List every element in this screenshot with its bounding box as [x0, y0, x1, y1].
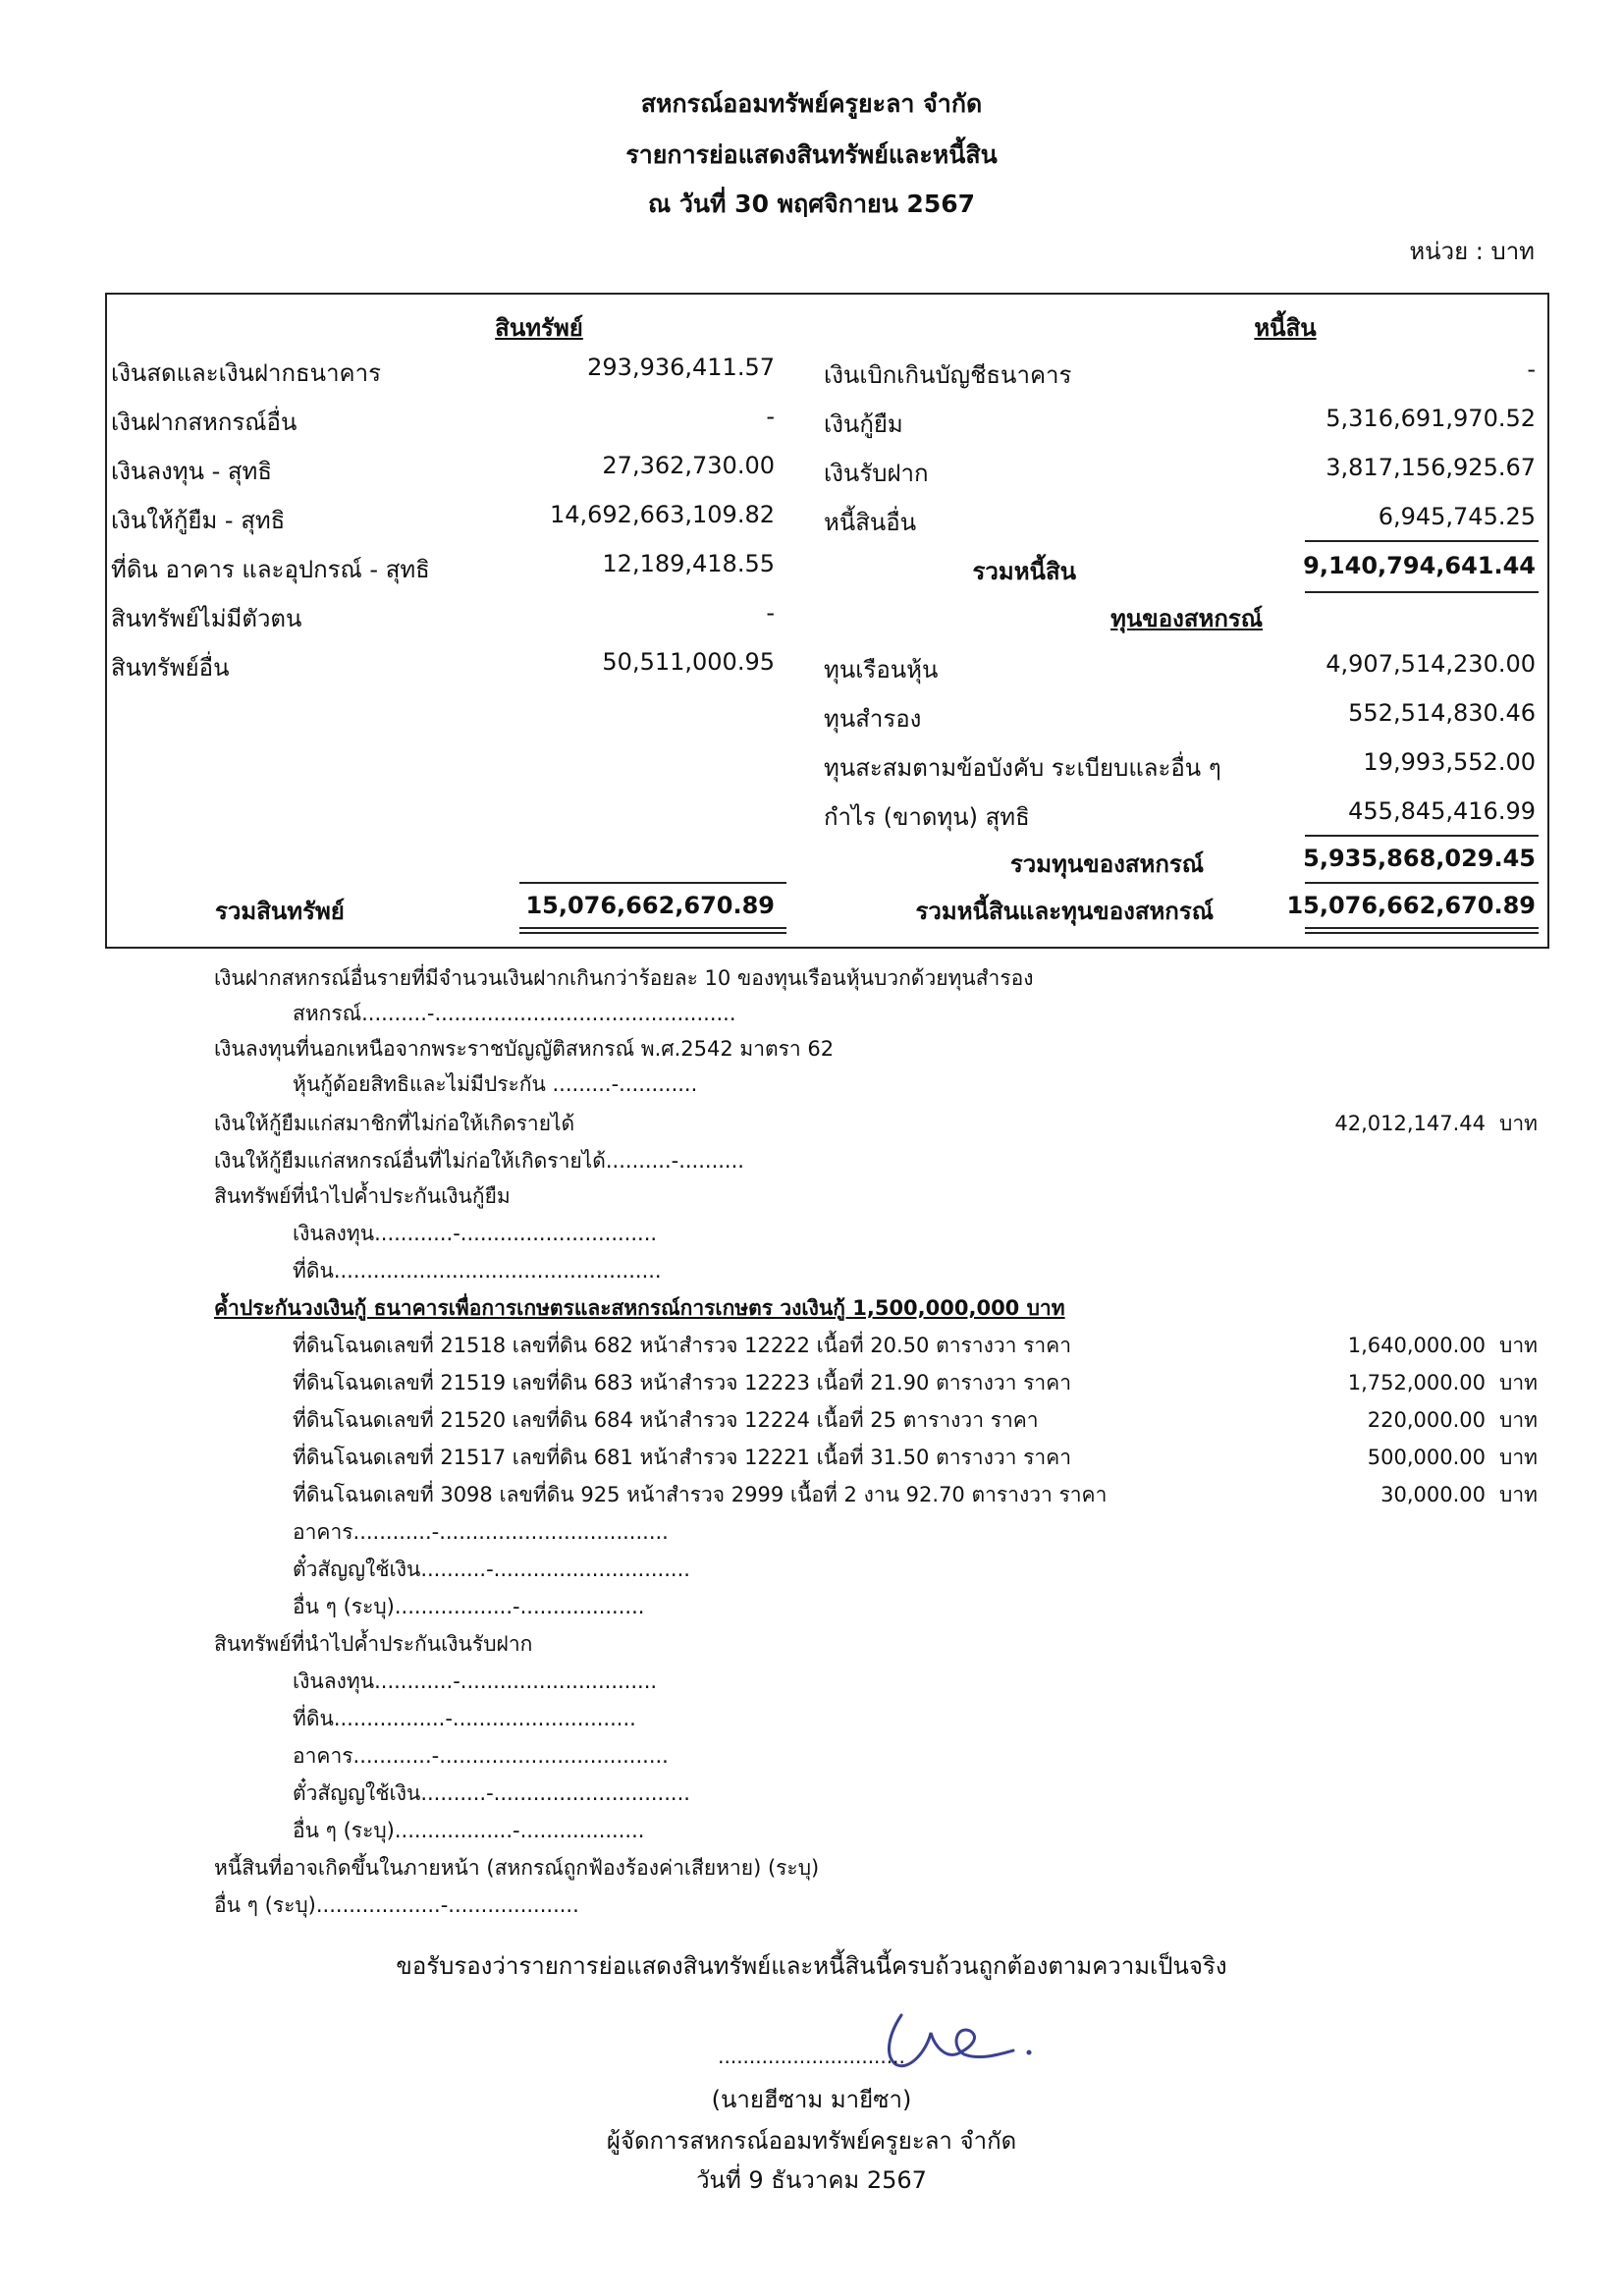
- asset-label: ที่ดิน อาคาร และอุปกรณ์ - สุทธิ: [111, 556, 430, 583]
- total-liabilities-label: รวมหนี้สิน: [972, 558, 1076, 585]
- equity-label: ทุนสำรอง: [824, 705, 922, 733]
- liability-label: เงินเบิกเกินบัญชีธนาคาร: [824, 361, 1072, 389]
- note-line: หุ้นกู้ด้อยสิทธิและไม่มีประกัน .........-............: [293, 1072, 698, 1096]
- certification-statement: ขอรับรองว่ารายการย่อแสดงสินทรัพย์และหนี้สินนี้ครบถ้วนถูกต้องตามความเป็นจริง: [396, 1952, 1227, 1980]
- asset-value: -: [766, 599, 775, 627]
- land-value: 30,000.00 บาท: [1380, 1479, 1538, 1511]
- land-value: 1,752,000.00 บาท: [1348, 1367, 1538, 1399]
- note-line: ตั๋วสัญญใช้เงิน..........-..............................: [293, 1558, 690, 1581]
- note-line: เงินลงทุนที่นอกเหนือจากพระราชบัญญัติสหกรณ์ พ.ศ.2542 มาตรา 62: [214, 1037, 835, 1061]
- equity-label: ทุนเรือนหุ้น: [824, 656, 939, 683]
- as-of-date: ณ วันที่ 30 พฤศจิกายน 2567: [647, 190, 976, 218]
- subtotal-line: [519, 882, 786, 884]
- subtotal-line: [1305, 540, 1539, 542]
- liability-value: 6,945,745.25: [1378, 503, 1536, 530]
- asset-value: 27,362,730.00: [602, 452, 775, 479]
- baht-unit: บาท: [1499, 1371, 1538, 1394]
- total-line: [1305, 591, 1539, 593]
- liability-label: เงินรับฝาก: [824, 460, 929, 487]
- note-line: เงินลงทุน............-..............................: [293, 1222, 658, 1245]
- total-assets-value: 15,076,662,670.89: [525, 892, 775, 919]
- signature-dots: ..............................: [718, 2045, 905, 2068]
- note-line: อื่น ๆ (ระบุ)..................-...................: [293, 1595, 645, 1618]
- note-line: ตั๋วสัญญใช้เงิน..........-..............................: [293, 1781, 690, 1805]
- subtotal-line: [1305, 835, 1539, 837]
- note-line: สินทรัพย์ที่นำไปค้ำประกันเงินกู้ยืม: [214, 1184, 511, 1208]
- asset-label: เงินลงทุน - สุทธิ: [111, 458, 273, 485]
- equity-label: ทุนสะสมตามข้อบังคับ ระเบียบและอื่น ๆ: [824, 754, 1221, 782]
- asset-label: เงินให้กู้ยืม - สุทธิ: [111, 507, 286, 534]
- baht-unit: บาท: [1499, 1112, 1538, 1135]
- note-line: เงินให้กู้ยืมแก่สมาชิกที่ไม่ก่อให้เกิดรายได้: [214, 1112, 575, 1135]
- double-underline: [1305, 927, 1539, 934]
- baht-unit: บาท: [1499, 1334, 1538, 1357]
- total-line: [1305, 882, 1539, 884]
- note-line: อื่น ๆ (ระบุ)...................-....................: [214, 1893, 579, 1917]
- equity-label: กำไร (ขาดทุน) สุทธิ: [824, 803, 1030, 831]
- liability-label: เงินกู้ยืม: [824, 410, 903, 438]
- note-line: อาคาร............-...................................: [293, 1520, 669, 1544]
- land-row: ที่ดินโฉนดเลขที่ 21517 เลขที่ดิน 681 หน้าสำรวจ 12221 เนื้อที่ 31.50 ตารางวา ราคา: [293, 1446, 1071, 1469]
- double-underline: [519, 927, 786, 934]
- land-row: ที่ดินโฉนดเลขที่ 21518 เลขที่ดิน 682 หน้าสำรวจ 12222 เนื้อที่ 20.50 ตารางวา ราคา: [293, 1334, 1071, 1357]
- asset-value: 14,692,663,109.82: [549, 501, 775, 528]
- note-line: หนี้สินที่อาจเกิดขึ้นในภายหน้า (สหกรณ์ถูกฟ้องร้องค่าเสียหาย) (ระบุ): [214, 1856, 820, 1880]
- asset-value: -: [766, 403, 775, 430]
- liability-label: หนี้สินอื่น: [824, 509, 917, 536]
- asset-value: 293,936,411.57: [587, 354, 775, 381]
- equity-heading: ทุนของสหกรณ์: [1110, 605, 1263, 632]
- note-line: อื่น ๆ (ระบุ)..................-...................: [293, 1819, 645, 1842]
- unit-label: หน่วย : บาท: [1409, 238, 1535, 265]
- org-name: สหกรณ์ออมทรัพย์ครูยะลา จำกัด: [640, 89, 983, 118]
- grand-total-label: รวมหนี้สินและทุนของสหกรณ์: [915, 898, 1214, 925]
- asset-value: 50,511,000.95: [602, 648, 775, 676]
- equity-value: 455,845,416.99: [1348, 797, 1536, 825]
- asset-value: 12,189,418.55: [602, 550, 775, 577]
- note-line: อาคาร............-...................................: [293, 1744, 669, 1768]
- total-liabilities-value: 9,140,794,641.44: [1303, 552, 1536, 579]
- liabilities-heading: หนี้สิน: [1254, 314, 1317, 342]
- note-line: เงินฝากสหกรณ์อื่นรายที่มีจำนวนเงินฝากเกินกว่าร้อยละ 10 ของทุนเรือนหุ้นบวกด้วยทุนสำรอง: [214, 966, 1034, 990]
- equity-value: 4,907,514,230.00: [1325, 650, 1536, 678]
- note-line: เงินให้กู้ยืมแก่สหกรณ์อื่นที่ไม่ก่อให้เกิดรายได้..........-..........: [214, 1149, 744, 1173]
- baht-unit: บาท: [1499, 1446, 1538, 1469]
- total-equity-label: รวมทุนของสหกรณ์: [1009, 850, 1204, 878]
- signature-mark: [862, 2003, 1058, 2082]
- signer-position: ผู้จัดการสหกรณ์ออมทรัพย์ครูยะลา จำกัด: [606, 2127, 1017, 2155]
- total-assets-label: รวมสินทรัพย์: [215, 898, 345, 925]
- equity-value: 552,514,830.46: [1348, 699, 1536, 727]
- balance-sheet-table: [105, 293, 1549, 949]
- note-line: เงินลงทุน............-..............................: [293, 1669, 658, 1693]
- note-value: 42,012,147.44 บาท: [1334, 1108, 1538, 1140]
- signer-name: (นายฮีซาม มายีซา): [711, 2086, 912, 2113]
- signature-date: วันที่ 9 ธันวาคม 2567: [696, 2166, 927, 2194]
- note-line: ที่ดิน..................................................: [293, 1259, 662, 1283]
- report-title: รายการย่อแสดงสินทรัพย์และหนี้สิน: [625, 140, 998, 169]
- baht-unit: บาท: [1499, 1408, 1538, 1432]
- land-row: ที่ดินโฉนดเลขที่ 21519 เลขที่ดิน 683 หน้าสำรวจ 12223 เนื้อที่ 21.90 ตารางวา ราคา: [293, 1371, 1071, 1394]
- baht-unit: บาท: [1499, 1483, 1538, 1506]
- equity-value: 19,993,552.00: [1363, 748, 1536, 776]
- liability-value: -: [1527, 355, 1536, 383]
- asset-label: สินทรัพย์ไม่มีตัวตน: [111, 605, 302, 632]
- land-value: 220,000.00 บาท: [1368, 1404, 1538, 1437]
- liability-value: 5,316,691,970.52: [1325, 405, 1536, 432]
- land-row: ที่ดินโฉนดเลขที่ 21520 เลขที่ดิน 684 หน้าสำรวจ 12224 เนื้อที่ 25 ตารางวา ราคา: [293, 1408, 1039, 1432]
- note-line: สหกรณ์..........-..............................................: [293, 1002, 736, 1025]
- assets-heading: สินทรัพย์: [495, 314, 583, 342]
- grand-total-value: 15,076,662,670.89: [1286, 892, 1536, 919]
- asset-label: เงินสดและเงินฝากธนาคาร: [111, 359, 381, 387]
- land-value: 500,000.00 บาท: [1368, 1442, 1538, 1474]
- asset-label: เงินฝากสหกรณ์อื่น: [111, 409, 298, 436]
- land-value: 1,640,000.00 บาท: [1348, 1330, 1538, 1362]
- land-row: ที่ดินโฉนดเลขที่ 3098 เลขที่ดิน 925 หน้าสำรวจ 2999 เนื้อที่ 2 งาน 92.70 ตารางวา ราคา: [293, 1483, 1108, 1506]
- note-line: ที่ดิน.................-............................: [293, 1707, 636, 1730]
- asset-label: สินทรัพย์อื่น: [111, 654, 230, 682]
- liability-value: 3,817,156,925.67: [1325, 454, 1536, 481]
- note-line: สินทรัพย์ที่นำไปค้ำประกันเงินรับฝาก: [214, 1632, 533, 1656]
- total-equity-value: 5,935,868,029.45: [1303, 845, 1536, 872]
- guarantee-heading: ค้ำประกันวงเงินกู้ ธนาคารเพื่อการเกษตรและสหกรณ์การเกษตร วงเงินกู้ 1,500,000,000 บาท: [214, 1296, 1065, 1320]
